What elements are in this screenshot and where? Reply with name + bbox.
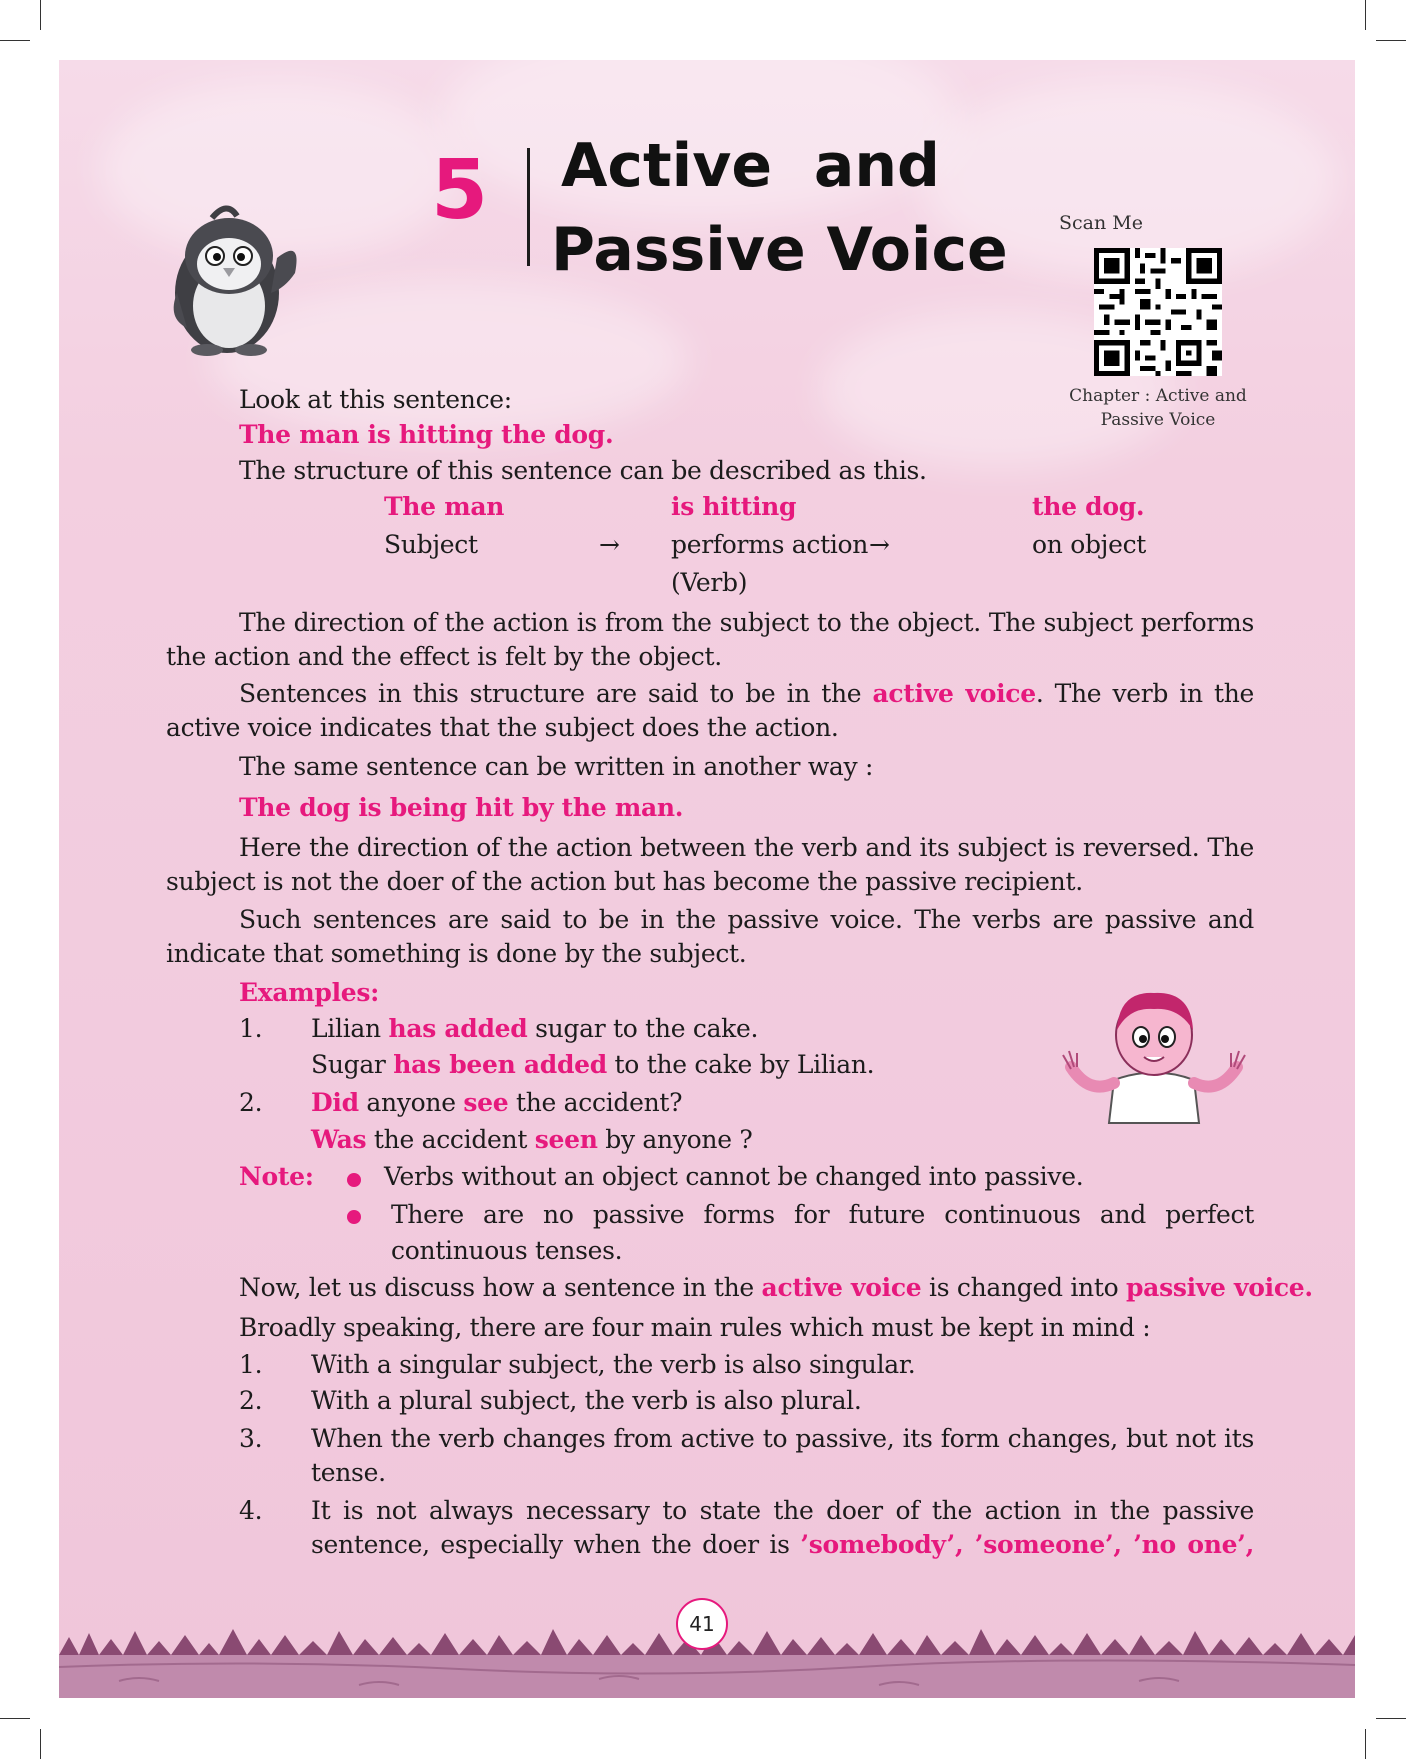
boy-illustration-icon (1059, 985, 1249, 1125)
diagram-object-head: the dog. (1032, 492, 1145, 521)
crop-mark (0, 40, 30, 41)
chapter-title-line1: Active and (561, 131, 940, 201)
example-number: 2. (239, 1088, 263, 1117)
book-page (59, 60, 1355, 1698)
rule-3-line1: When the verb changes from active to passive, its form changes, but not its (311, 1424, 1254, 1453)
example-1-passive: Sugar has been added to the cake by Lilian. (311, 1050, 875, 1079)
examples-heading: Examples: (239, 978, 380, 1007)
paragraph-passive-voice: Such sentences are said to be in the passive voice. The verbs are passive and indicate that something is done by the subject. (166, 905, 1254, 968)
paragraph-direction: The direction of the action is from the subject to the object. The subject performs the action and the effect is felt by the object. (166, 608, 1254, 671)
diagram-subject-label: Subject (384, 530, 478, 559)
diagram-verb-sub: (Verb) (671, 568, 748, 597)
chapter-title-line2: Passive Voice (551, 215, 1008, 285)
diagram-subject-head: The man (384, 492, 505, 521)
example-number: 1. (239, 1014, 263, 1043)
rule-number: 2. (239, 1386, 263, 1415)
bullet-icon (347, 1173, 361, 1187)
diagram-verb-head: is hitting (671, 492, 797, 521)
arrow-right-icon: → (599, 530, 620, 559)
page-number: 41 (676, 1598, 728, 1650)
diagram-object-label: on object (1032, 530, 1147, 559)
crop-mark (1365, 0, 1366, 30)
paragraph-now: Now, let us discuss how a sentence in the active voice is changed into passive voice. (239, 1273, 1313, 1302)
paragraph-same-sentence: The same sentence can be written in another way : (239, 752, 874, 781)
rule-2: With a plural subject, the verb is also plural. (311, 1386, 862, 1415)
note-bullet-2-line1: There are no passive forms for future continuous and perfect (391, 1200, 1254, 1229)
arrow-right-icon: → (869, 530, 890, 559)
qr-caption-line1: Chapter : Active and (1069, 386, 1247, 406)
example-2-active: Did anyone see the accident? (311, 1088, 683, 1117)
crop-mark (1365, 1729, 1366, 1759)
title-divider (527, 148, 530, 266)
rule-1: With a singular subject, the verb is also singular. (311, 1350, 916, 1379)
example-sentence: The man is hitting the dog. (239, 420, 614, 449)
crop-mark (0, 1718, 30, 1719)
crop-mark (1376, 1718, 1406, 1719)
note-bullet-2-line2: continuous tenses. (391, 1236, 623, 1265)
rule-4-line2: sentence, especially when the doer is ’somebody’, ’someone’, ’no one’, (311, 1530, 1254, 1559)
crop-mark (40, 0, 41, 30)
passive-sentence: The dog is being hit by the man. (239, 793, 684, 822)
intro-structure: The structure of this sentence can be described as this. (239, 456, 927, 485)
paragraph-broadly: Broadly speaking, there are four main rules which must be kept in mind : (239, 1313, 1151, 1342)
crop-mark (40, 1729, 41, 1759)
rule-3-line2: tense. (311, 1458, 386, 1487)
chapter-number: 5 (431, 143, 489, 238)
intro-look: Look at this sentence: (239, 385, 512, 414)
example-2-passive: Was the accident seen by anyone ? (311, 1125, 753, 1154)
qr-caption-line2: Passive Voice (1100, 410, 1216, 430)
example-1-active: Lilian has added sugar to the cake. (311, 1014, 759, 1043)
note-bullet-1: Verbs without an object cannot be changed into passive. (384, 1162, 1084, 1191)
qr-code-icon[interactable] (1094, 248, 1222, 376)
paragraph-reversed: Here the direction of the action between the verb and its subject is reversed. The subject is not the doer of the action but has become the passive recipient. (166, 833, 1254, 896)
rule-number: 4. (239, 1496, 263, 1525)
rule-number: 3. (239, 1424, 263, 1453)
crop-mark (1376, 40, 1406, 41)
penguin-mascot-icon (167, 198, 307, 358)
bullet-icon (347, 1210, 361, 1224)
rule-4-line1: It is not always necessary to state the doer of the action in the passive (311, 1496, 1254, 1525)
diagram-verb-label: performs action (671, 530, 869, 559)
qr-caption (1069, 384, 1247, 432)
qr-label: Scan Me (1059, 212, 1143, 234)
chapter-title (551, 124, 1008, 292)
rule-number: 1. (239, 1350, 263, 1379)
paragraph-active-voice: Sentences in this structure are said to be in the active voice. The verb in the active voice indicates that the subject does the action. (166, 679, 1254, 742)
note-label: Note: (239, 1162, 314, 1191)
